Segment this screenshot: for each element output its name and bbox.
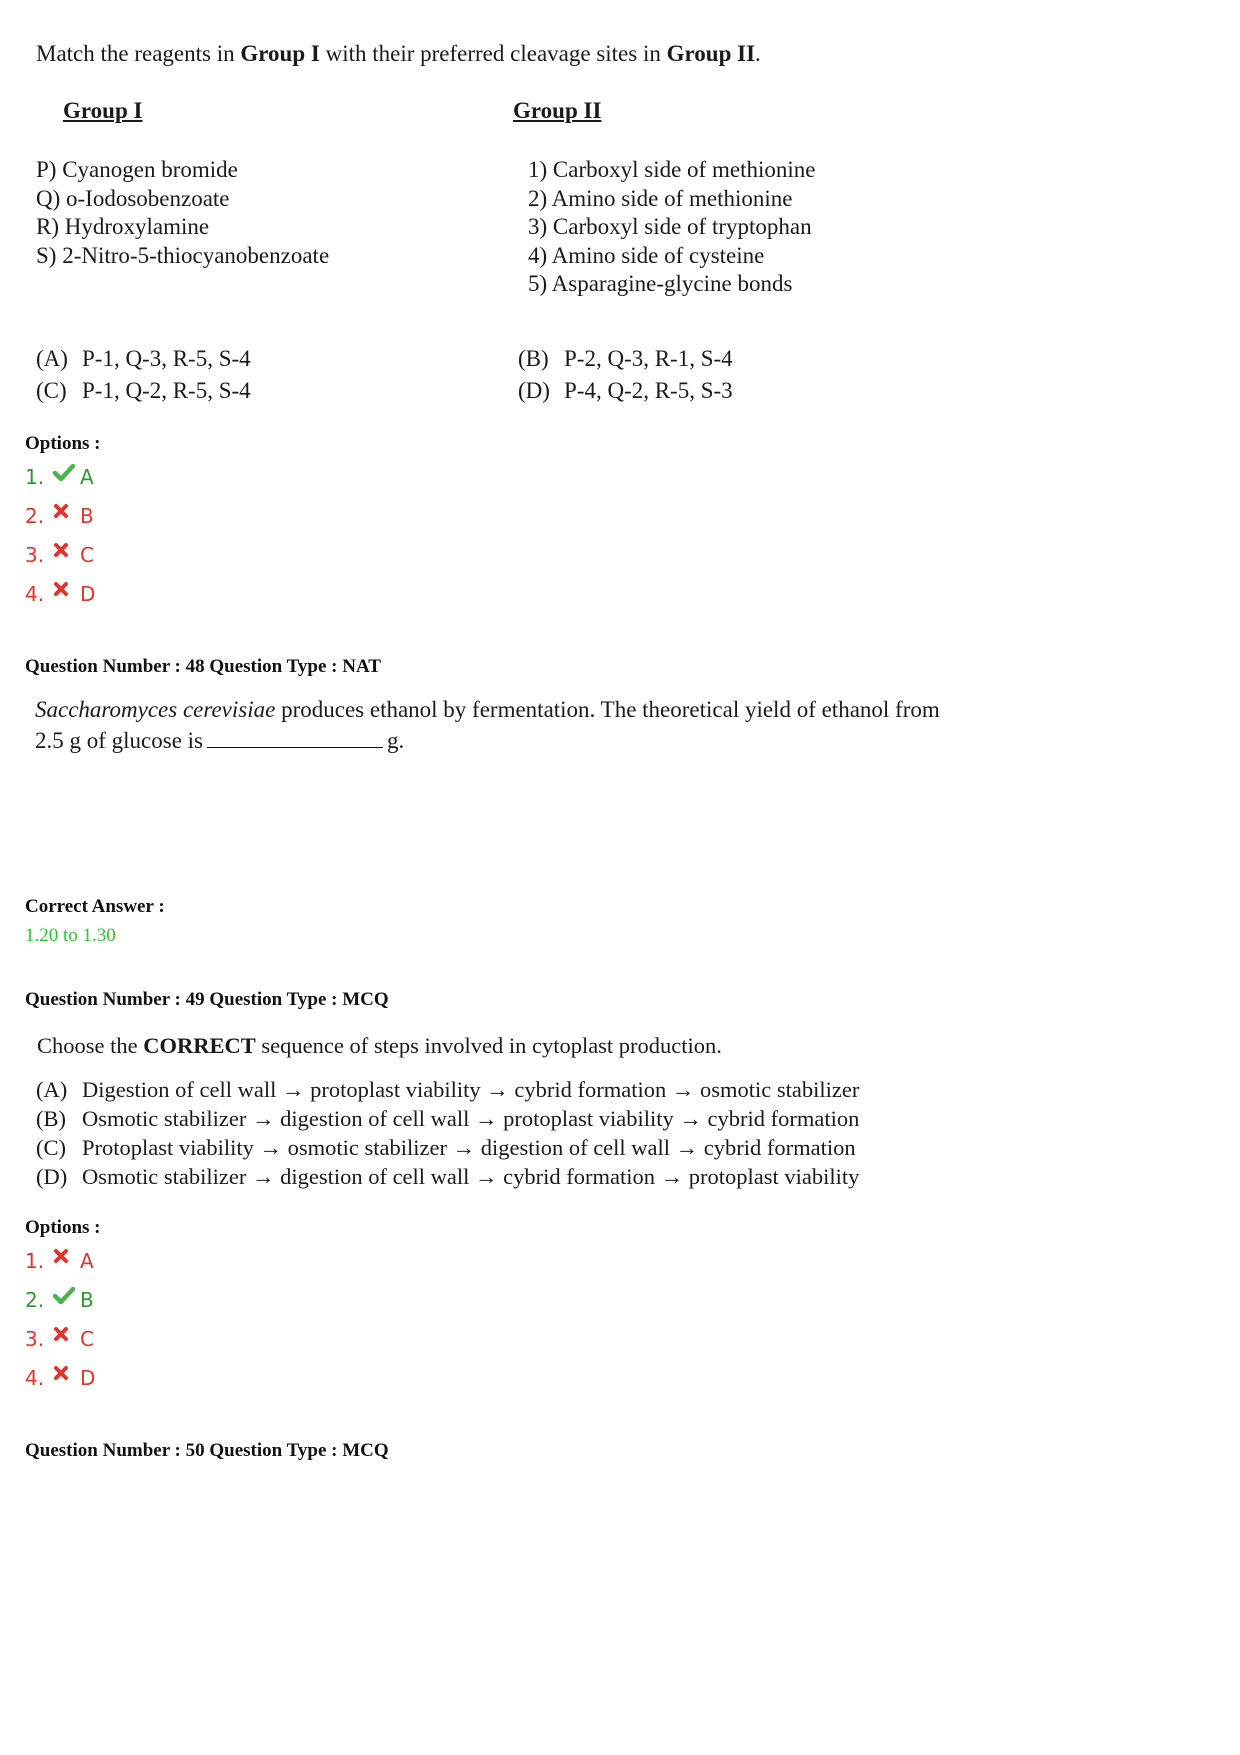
q49-options-label: Options : [25,1217,101,1238]
q47-options-label: Options : [25,433,101,454]
group2-item: 3) Carboxyl side of tryptophan [528,214,812,239]
q49-option-3: 3. C [25,1324,95,1354]
species-name: Saccharomyces cerevisiae [35,697,276,722]
cross-icon [53,1363,80,1393]
group2-item: 2) Amino side of methionine [528,185,793,211]
cross-icon [53,501,80,531]
group2-item: 5) Asparagine-glycine bonds [528,271,793,296]
cross-icon [53,1324,80,1354]
answer-blank [207,729,383,748]
q47-option-3: 3. C [25,540,95,570]
q49-option-2: 2. B [25,1285,95,1315]
check-icon [53,1285,80,1315]
group1-item: P) Cyanogen bromide [36,157,238,182]
group1-item: Q) o-Iodosobenzoate [36,185,230,211]
q49-choice-c: (C) Protoplast viability → osmotic stabilizer → digestion of cell wall → cybrid formation [36,1135,856,1160]
q47-choice-b: (B) P-2, Q-3, R-1, S-4 [518,346,733,371]
group1-item: S) 2-Nitro-5-thiocyanobenzoate [36,242,330,268]
q49-choice-a: (A) Digestion of cell wall → protoplast viability → cybrid formation → osmotic stabilizer [36,1077,860,1102]
q49-stem-emphasis: CORRECT [143,1033,256,1058]
q49-choice-b: (B) Osmotic stabilizer → digestion of cell wall → protoplast viability → cybrid formation [36,1106,860,1131]
q47-choice-a: (A) P-1, Q-3, R-5, S-4 [36,346,251,371]
group2-item: 4) Amino side of cysteine [528,242,765,268]
cross-icon [53,579,80,609]
q47-choice-d: (D) P-4, Q-2, R-5, S-3 [518,378,733,403]
q48-header: Question Number : 48 Question Type : NAT [25,656,381,677]
cross-icon [53,1246,80,1276]
q47-stem-group2: Group II [666,41,756,66]
q49-choices [36,1075,859,1191]
q49-option-1: 1. A [25,1246,95,1276]
q47-option-4: 4. D [25,579,95,609]
q47-stem-group1: Group I [240,41,320,66]
q49-stem: Choose the CORRECT sequence of steps involved in cytoplast production. [37,1033,722,1058]
q47-option-2: 2. B [25,501,95,531]
q48-stem: Saccharomyces cerevisiae produces ethanol by fermentation. The theoretical yield of ethanol from 2.5 g of glucose is g. [35,697,940,753]
q47-stem: Match the reagents in Group I with their preferred cleavage sites in Group II. [36,41,761,66]
cross-icon [53,540,80,570]
group2-list [528,156,815,299]
group2-heading: Group II [513,98,602,123]
q49-choice-d: (D) Osmotic stabilizer → digestion of cell wall → cybrid formation → protoplast viability [36,1164,860,1189]
correct-answer-value: 1.20 to 1.30 [25,925,116,946]
q49-header: Question Number : 49 Question Type : MCQ [25,989,389,1010]
group1-list [36,156,329,270]
group2-item: 1) Carboxyl side of methionine [528,157,816,182]
q49-options-list [25,1246,95,1393]
q47-choice-c: (C) P-1, Q-2, R-5, S-4 [36,378,251,403]
group1-item: R) Hydroxylamine [36,214,210,239]
correct-answer-label: Correct Answer : [25,896,165,917]
q47-options-list [25,462,95,609]
q49-option-4: 4. D [25,1363,95,1393]
check-icon [53,462,80,492]
group1-heading: Group I [63,98,143,123]
q47-option-1: 1. A [25,462,95,492]
q50-header: Question Number : 50 Question Type : MCQ [25,1440,389,1461]
